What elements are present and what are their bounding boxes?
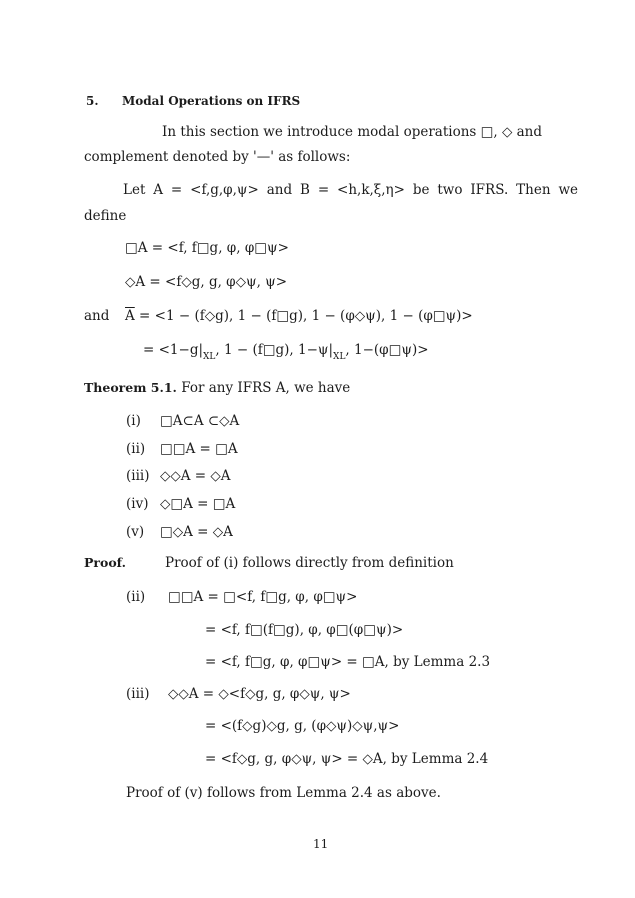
proof-line-1: Proof of (i) follows directly from definition <box>165 555 454 571</box>
proof-iii-line-2: = <(f◇g)◇g, g, (φ◇ψ)◇ψ,ψ> <box>205 718 400 734</box>
def-complement-a <box>125 310 473 324</box>
intro-line-1: In this section we introduce modal operations □, ◇ and <box>162 124 543 140</box>
proof-label: Proof. <box>84 555 126 570</box>
theorem-statement <box>84 382 350 396</box>
let-line: Let A = <f,g,φ,ψ> and B = <h,k,ξ,η> be two IFRS. Then we <box>123 182 578 198</box>
theorem-item-num: (v) <box>126 524 145 540</box>
theorem-item-num: (ii) <box>126 441 146 457</box>
comp-eq-sub2: XL <box>333 352 346 362</box>
def-diamond-a: ◇A = <f◇g, g, φ◇ψ, ψ> <box>125 274 288 290</box>
complement-a-expression: = <1 − (f◇g), 1 − (f□g), 1 − (φ◇ψ), 1 − (φ□ψ)> <box>139 308 473 324</box>
comp-eq-end: , 1−(φ□ψ)> <box>345 342 429 358</box>
proof-v-line: Proof of (v) follows from Lemma 2.4 as above. <box>126 785 441 801</box>
theorem-item-num: (iv) <box>126 496 149 512</box>
def-complement-eq <box>143 342 429 362</box>
theorem-item <box>126 415 239 429</box>
and-word: and <box>84 308 110 324</box>
section-title: Modal Operations on IFRS <box>122 94 301 108</box>
section-number: 5. <box>86 94 99 108</box>
theorem-item-expr: ◇◇A = ◇A <box>160 468 231 484</box>
theorem-item-expr: □□A = □A <box>160 441 238 457</box>
proof-ii-line-2: = <f, f□(f□g), φ, φ□(φ□ψ)> <box>205 622 404 638</box>
theorem-item <box>126 498 235 512</box>
comp-eq-sub1: XL <box>203 352 216 362</box>
proof-ii-num: (ii) <box>126 589 146 605</box>
def-box-a: □A = <f, f□g, φ, φ□ψ> <box>125 240 289 256</box>
theorem-item-expr: □◇A = ◇A <box>160 524 233 540</box>
proof-ii-line-1: □□A = □<f, f□g, φ, φ□ψ> <box>168 589 358 605</box>
define-word: define <box>84 208 127 224</box>
proof-iii-line-1: ◇◇A = ◇<f◇g, g, φ◇ψ, ψ> <box>168 686 351 702</box>
theorem-item-expr: ◇□A = □A <box>160 496 236 512</box>
theorem-item-num: (i) <box>126 413 141 429</box>
proof-iii-line-3: = <f◇g, g, φ◇ψ, ψ> = ◇A, by Lemma 2.4 <box>205 751 489 767</box>
page-number: 11 <box>313 837 329 851</box>
theorem-item <box>126 526 233 540</box>
complement-a-symbol: $\overline{A}$ <box>125 308 135 324</box>
theorem-label: Theorem 5.1. <box>84 380 177 395</box>
comp-eq-mid: , 1 − (f□g), 1−ψ| <box>215 342 334 358</box>
theorem-item <box>126 443 238 457</box>
theorem-text: For any IFRS A, we have <box>181 380 351 396</box>
proof-ii-line-3: = <f, f□g, φ, φ□ψ> = □A, by Lemma 2.3 <box>205 654 491 670</box>
proof-iii-num: (iii) <box>126 686 150 702</box>
theorem-item-num: (iii) <box>126 468 150 484</box>
theorem-item <box>126 470 231 484</box>
comp-eq-start: = <1−g| <box>143 342 204 358</box>
theorem-item-expr: □A⊂A ⊂◇A <box>160 413 240 429</box>
intro-line-2: complement denoted by '—' as follows: <box>84 149 351 165</box>
